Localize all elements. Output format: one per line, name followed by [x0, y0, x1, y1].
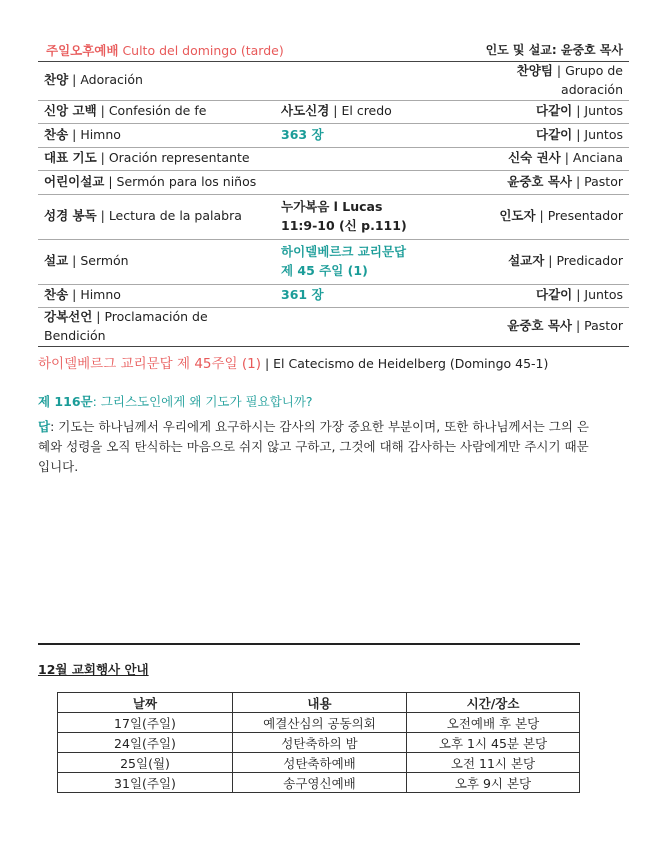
events-title: 12월 교회행사 안내 — [38, 662, 149, 677]
catechism-title: 하이델베르그 교리문답 제 45주일 (1) | El Catecismo de Heidelberg (Domingo 45-1) — [38, 356, 549, 372]
order-row: 찬송 | Himno 361 장 다같이 | Juntos — [38, 284, 629, 308]
catechism-answer: 답: 기도는 하나님께서 우리에게 요구하시는 감사의 가장 중요한 부분이며, 또한 하나님께서는 그의 은혜와 성령을 오직 탄식하는 마음으로 쉬지 않고 구하고, 그것에 대해 감사하는 사람에게만 주시기 때문입니다. — [38, 419, 589, 474]
order-row: 성경 봉독 | Lectura de la palabra 누가복음 l Lucas 11:9-10 (신 p.111) 인도자 | Presentador — [38, 194, 629, 239]
order-row: 강복선언 | Proclamación de Bendición 윤중호 목사 | Pastor — [38, 308, 629, 347]
order-row: 신앙 고백 | Confesión de fe 사도신경 | El credo 다같이 | Juntos — [38, 100, 629, 124]
order-row: 대표 기도 | Oración representante 신숙 권사 | Anciana — [38, 147, 629, 171]
events-table — [57, 692, 580, 793]
worship-order-table — [38, 62, 629, 347]
table-row: 31일(주일) 송구영신예배 오후 9시 본당 — [58, 773, 580, 793]
table-row: 25일(월) 성탄축하예배 오전 11시 본당 — [58, 753, 580, 773]
order-row: 설교 | Sermón 하이델베르크 교리문답 제 45 주일 (1) 설교자 | Predicador — [38, 239, 629, 284]
events-header-row: 날짜 내용 시간/장소 — [58, 693, 580, 713]
service-leader: 인도 및 설교: 윤중호 목사 — [485, 43, 623, 57]
section-divider — [38, 643, 580, 645]
catechism-question: 제 116문: 그리스도인에게 왜 기도가 필요합니까? — [38, 394, 313, 409]
service-title: 주일오후예배 Culto del domingo (tarde) — [46, 43, 284, 58]
order-row: 어린이설교 | Sermón para los niños 윤중호 목사 | Pastor — [38, 171, 629, 195]
worship-order-header — [38, 38, 629, 62]
order-row: 찬양 | Adoración 찬양팀 | Grupo de adoración — [38, 62, 629, 100]
table-row: 17일(주일) 예결산심의 공동의회 오전예배 후 본당 — [58, 713, 580, 733]
order-row: 찬송 | Himno 363 장 다같이 | Juntos — [38, 124, 629, 148]
table-row: 24일(주일) 성탄축하의 밤 오후 1시 45분 본당 — [58, 733, 580, 753]
